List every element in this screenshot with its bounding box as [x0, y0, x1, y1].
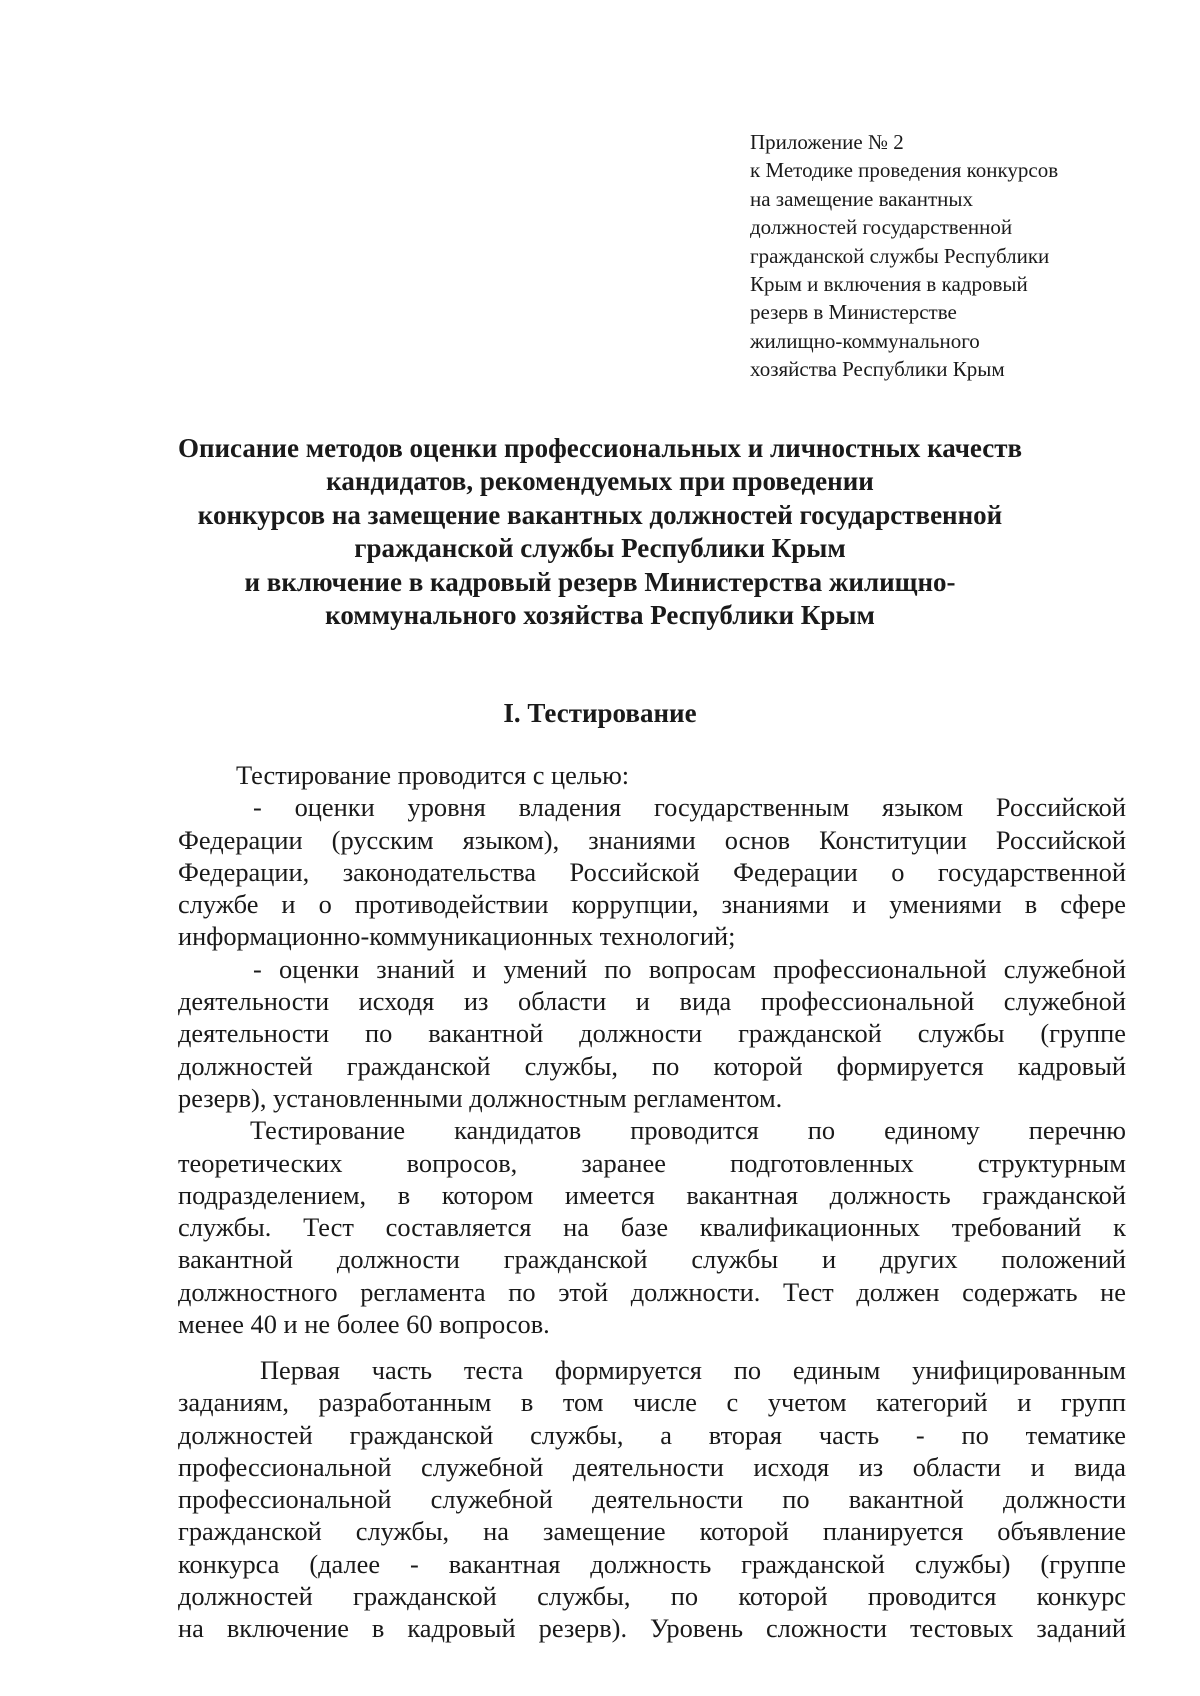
- document-title: [150, 432, 1050, 632]
- text-line: подразделением, в котором имеется вакантная должность гражданской: [178, 1179, 1126, 1210]
- appendix-line: должностей государственной: [750, 215, 1013, 240]
- text-line: информационно-коммуникационных технологий;: [178, 921, 736, 952]
- title-line: коммунального хозяйства Республики Крым: [325, 600, 875, 631]
- paragraph-testing: [178, 1114, 1126, 1340]
- appendix-line: гражданской службы Республики: [750, 243, 1050, 268]
- text-line: гражданской службы, на замещение которой планируется объявление: [178, 1516, 1126, 1547]
- text-line: должностей гражданской службы, по которой проводится конкурс: [178, 1581, 1126, 1612]
- body-text: [178, 759, 1126, 1340]
- text-line: - оценки уровня владения государственным языком Российской: [253, 792, 1126, 823]
- text-line: должностей гражданской службы, по которой формируется кадровый: [178, 1050, 1126, 1081]
- text-line: деятельности по вакантной должности гражданской службы (группе: [178, 1018, 1126, 1049]
- text-line: службы. Тест составляется на базе квалификационных требований к: [178, 1212, 1126, 1243]
- text-line: должностного регламента по этой должности. Тест должен содержать не: [178, 1276, 1126, 1307]
- text-line: Тестирование проводится с целью:: [236, 760, 630, 790]
- paragraph-item-1: [178, 791, 1126, 952]
- title-line: гражданской службы Республики Крым: [354, 533, 846, 564]
- paragraph-item-2: [178, 953, 1126, 1114]
- text-line: резерв), установленными должностным регламентом.: [178, 1082, 783, 1113]
- title-line: кандидатов, рекомендуемых при проведении: [326, 466, 874, 497]
- section-heading: I. Тестирование: [503, 698, 697, 728]
- text-line: - оценки знаний и умений по вопросам профессиональной служебной: [253, 953, 1126, 984]
- text-line: профессиональной служебной деятельности по вакантной должности: [178, 1484, 1126, 1515]
- appendix-line: к Методике проведения конкурсов: [750, 158, 1059, 183]
- appendix-line: хозяйства Республики Крым: [750, 357, 1005, 382]
- text-line: Федерации (русским языком), знаниями основ Конституции Российской: [178, 824, 1126, 855]
- appendix-line: на замещение вакантных: [750, 186, 974, 211]
- body-text-continued: [178, 1354, 1126, 1645]
- text-line: деятельности исходя из области и вида профессиональной служебной: [178, 986, 1126, 1017]
- appendix-line: Приложение № 2: [750, 130, 904, 154]
- text-line: Первая часть теста формируется по единым унифицированным: [260, 1355, 1126, 1385]
- text-line: профессиональной служебной деятельности исходя из области и вида: [178, 1451, 1126, 1482]
- appendix-note: [750, 128, 1150, 384]
- text-line: Федерации, законодательства Российской Федерации о государственной: [178, 856, 1126, 887]
- title-line: конкурсов на замещение вакантных должностей государственной: [197, 499, 1003, 530]
- title-line: и включение в кадровый резерв Министерства жилищно-: [244, 566, 956, 597]
- text-line: должностей гражданской службы, а вторая часть - по тематике: [178, 1419, 1126, 1450]
- appendix-line: резерв в Министерстве: [750, 300, 957, 325]
- text-line: вакантной должности гражданской службы и других положений: [178, 1244, 1126, 1275]
- title-line: Описание методов оценки профессиональных и личностных качеств: [177, 433, 1023, 463]
- text-line: службе и о противодействии коррупции, знаниями и умениями в сфере: [178, 889, 1126, 920]
- text-line: на включение в кадровый резерв). Уровень сложности тестовых заданий: [178, 1613, 1126, 1644]
- text-line: теоретических вопросов, заранее подготовленных структурным: [178, 1147, 1126, 1178]
- text-line: менее 40 и не более 60 вопросов.: [178, 1309, 550, 1340]
- appendix-line: Крым и включения в кадровый: [750, 272, 1028, 297]
- text-line: заданиям, разработанным в том числе с учетом категорий и групп: [178, 1387, 1126, 1418]
- text-line: конкурса (далее - вакантная должность гражданской службы) (группе: [178, 1548, 1126, 1579]
- appendix-line: жилищно-коммунального: [750, 328, 980, 353]
- text-line: Тестирование кандидатов проводится по единому перечню: [250, 1115, 1126, 1146]
- paragraph-intro: [178, 759, 1126, 791]
- paragraph-test-parts: [178, 1354, 1126, 1645]
